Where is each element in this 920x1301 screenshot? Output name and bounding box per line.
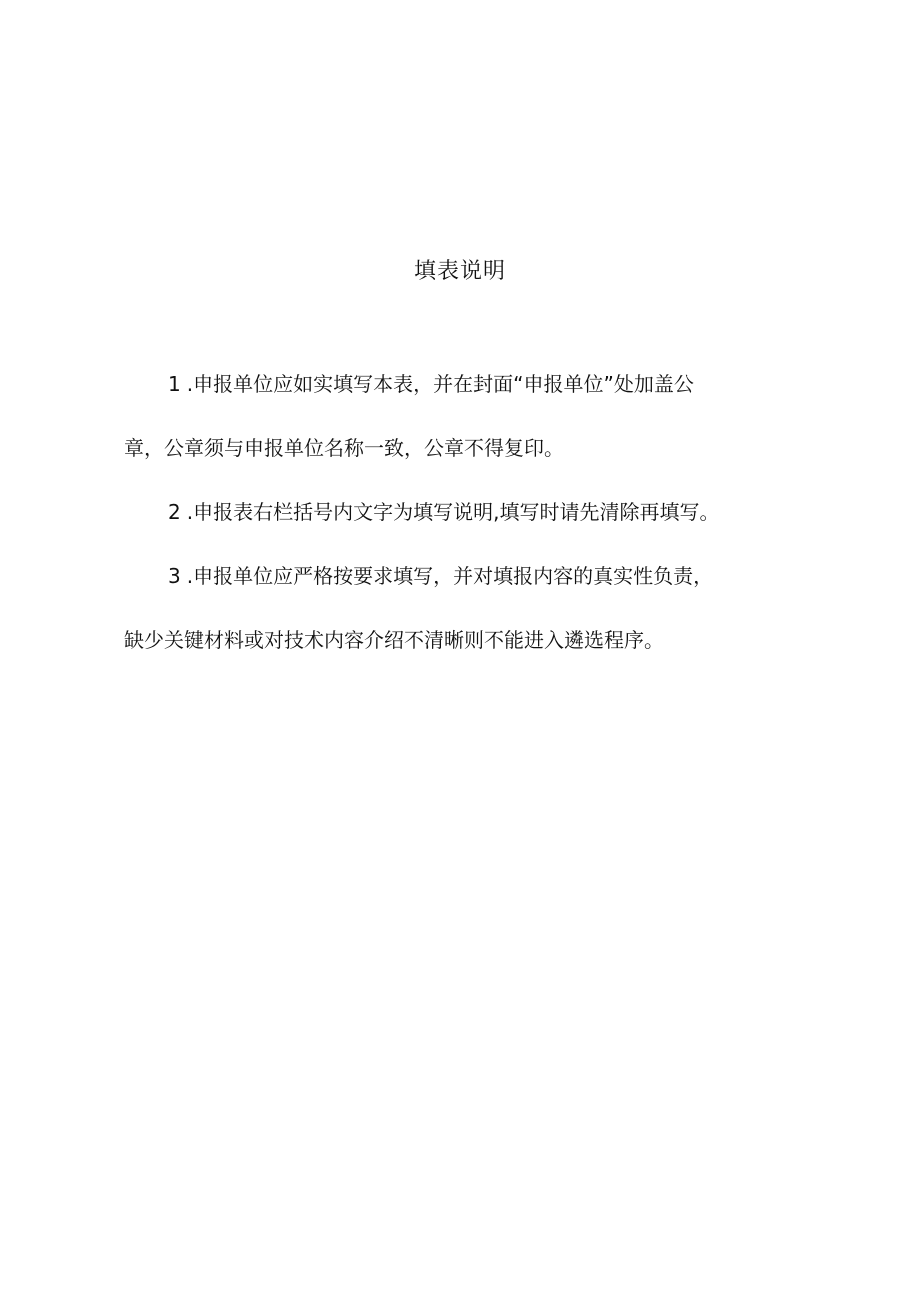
instruction-number: 2 bbox=[168, 500, 181, 524]
instruction-item-1 bbox=[124, 352, 814, 480]
instruction-text: .申报单位应如实填写本表，并在封面“申报单位”处加盖公 bbox=[186, 372, 694, 396]
instruction-continuation: 缺少关键材料或对技术内容介绍不清晰则不能进入遴选程序。 bbox=[124, 628, 664, 652]
instruction-first-line bbox=[124, 352, 814, 416]
instruction-number: 1 bbox=[168, 372, 181, 396]
instruction-item-2 bbox=[124, 480, 814, 544]
instruction-first-line bbox=[124, 544, 814, 608]
instruction-text: .申报表右栏括号内文字为填写说明,填写时请先清除再填写。 bbox=[186, 500, 720, 524]
page-title: 填表说明 bbox=[413, 259, 506, 284]
instruction-continuation: 章，公章须与申报单位名称一致，公章不得复印。 bbox=[124, 436, 564, 460]
instruction-item-3 bbox=[124, 544, 814, 672]
instruction-first-line bbox=[124, 480, 814, 544]
instruction-text: .申报单位应严格按要求填写，并对填报内容的真实性负责， bbox=[186, 564, 714, 588]
instruction-number: 3 bbox=[168, 564, 181, 588]
